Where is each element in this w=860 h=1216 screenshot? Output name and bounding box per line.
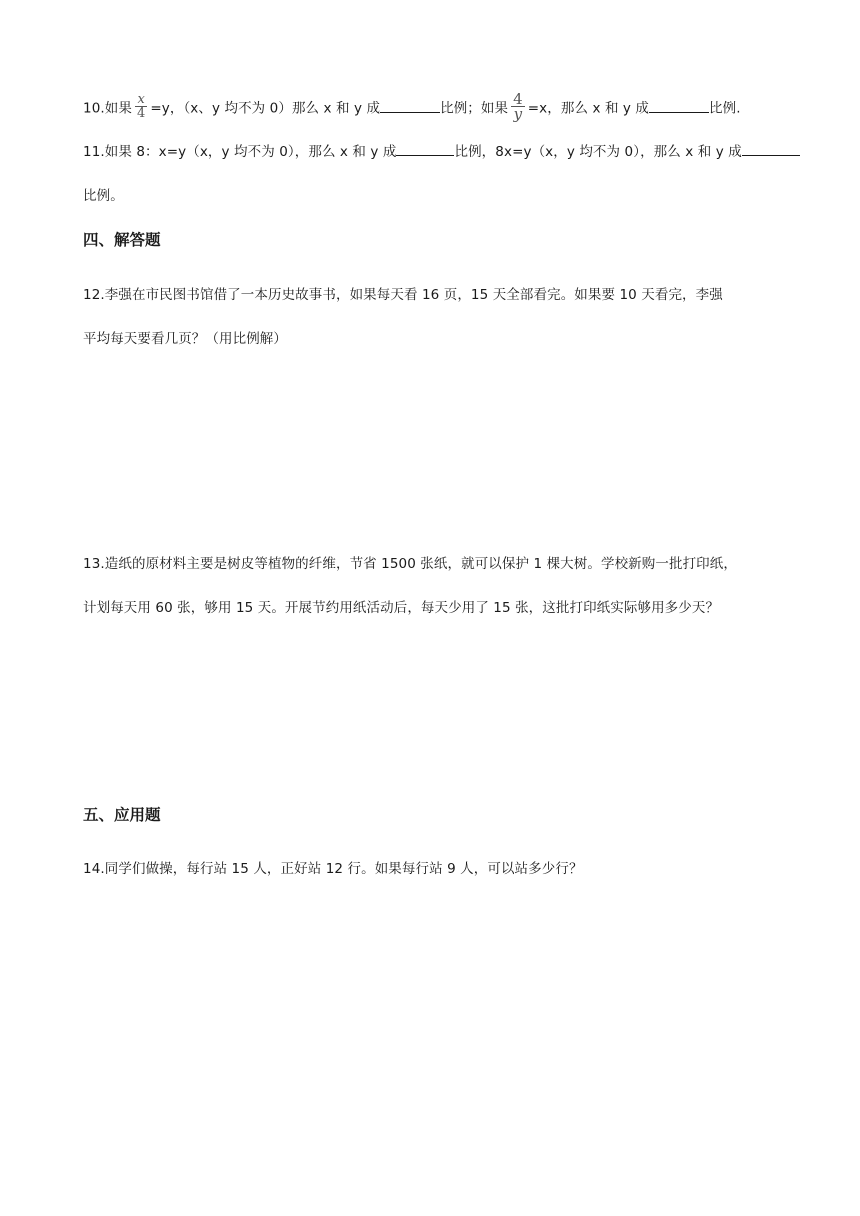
- q10-part1: =y，（x、y 均不为 0）那么 x 和 y 成: [150, 100, 381, 117]
- q10-part3: =x，那么 x 和 y 成: [527, 100, 650, 117]
- answer-blank[interactable]: [396, 141, 454, 156]
- question-12-line-1: 12.李强在市民图书馆借了一本历史故事书，如果每天看 16 页，15 天全部看完。如果要 10 天看完，李强: [83, 287, 723, 303]
- q10-part4: 比例.: [709, 100, 741, 117]
- question-12-line-2: 平均每天要看几页？（用比例解）: [83, 331, 287, 347]
- q11-part1: 11.如果 8：x=y（x，y 均不为 0），那么 x 和 y 成: [83, 144, 397, 160]
- section-5-title: 五、应用题: [83, 806, 161, 824]
- question-10: [83, 90, 741, 123]
- q10-prefix: 10.如果: [83, 100, 132, 117]
- q11-part2: 比例，8x=y（x，y 均不为 0），那么 x 和 y 成: [454, 144, 742, 160]
- question-13-line-1: 13.造纸的原材料主要是树皮等植物的纤维，节省 1500 张纸，就可以保护 1 棵大树。学校新购一批打印纸，: [83, 556, 737, 572]
- question-11: [83, 141, 800, 162]
- fraction-x-over-4: $\frac{x}{4}$: [136, 92, 146, 121]
- question-14-line-1: 14.同学们做操，每行站 15 人，正好站 12 行。如果每行站 9 人，可以站多少行？: [83, 861, 583, 877]
- question-11-line-2: 比例。: [83, 188, 124, 204]
- answer-blank[interactable]: [742, 141, 800, 156]
- fraction-4-over-y: $\frac{4}{y}$: [513, 90, 523, 123]
- question-13-line-2: 计划每天用 60 张，够用 15 天。开展节约用纸活动后，每天少用了 15 张，这批打印纸实际够用多少天？: [83, 600, 720, 616]
- answer-blank[interactable]: [649, 98, 709, 113]
- section-4-title: 四、解答题: [83, 231, 161, 249]
- q10-part2: 比例；如果: [440, 100, 509, 117]
- answer-blank[interactable]: [380, 98, 440, 113]
